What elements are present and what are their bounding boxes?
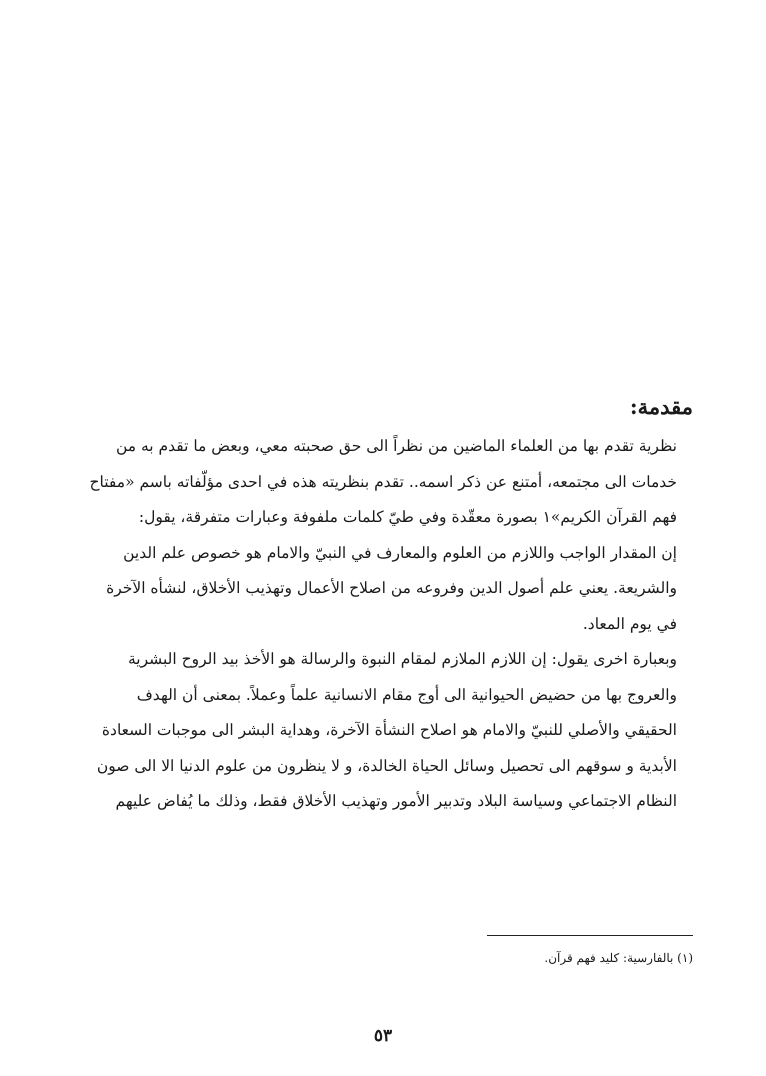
paragraph-3	[75, 642, 693, 820]
paragraph-line: فهم القرآن الكريم»١ بصورة معقّدة وفي طيّ كلمات ملفوفة وعبارات متفرقة، يقول:	[138, 508, 677, 526]
paragraph-line: والشريعة. يعني علم أصول الدين وفروعه من اصلاح الأعمال وتهذيب الأخلاق، لنشأه الآخرة	[106, 579, 677, 597]
paragraph-1	[75, 429, 693, 536]
paragraph-line: الحقيقي والأصلي للنبيّ والامام هو اصلاح النشأة الآخرة، وهداية البشر الى موجبات السعادة	[101, 721, 677, 739]
paragraph-line: الأبدية و سوقهم الى تحصيل وسائل الحياة الخالدة، و لا ينظرون من علوم الدنيا الا الى صون	[96, 756, 677, 775]
paragraph-line: خدمات الى مجتمعه، أمتنع عن ذكر اسمه.. تقدم بنظريته هذه في احدى مؤلّفاته باسم «مفتاح	[89, 472, 677, 491]
paragraph-line: إن المقدار الواجب واللازم من العلوم والمعارف في النبيّ والامام هو خصوص علم الدين	[123, 543, 677, 562]
paragraph-line: النظام الاجتماعي وسياسة البلاد وتدبير الأمور وتهذيب الأخلاق فقط، وذلك ما يُفاض عليهم	[115, 792, 677, 810]
paragraph-line: نظرية تقدم بها من العلماء الماضين من نظراً الى حق صحبته معي، وبعض ما تقدم به من	[115, 437, 677, 455]
footnote: (١) بالفارسية: كليد فهم قرآن.	[544, 951, 693, 965]
page-number: ٥٣	[373, 1026, 393, 1046]
section-heading: مقدمة:	[629, 394, 693, 419]
paragraph-2	[75, 536, 693, 643]
paragraph-line: والعروج بها من حضيض الحيوانية الى أوج مقام الانسانية علماً وعملاً. بمعنى أن الهدف	[136, 685, 677, 704]
main-text-block	[75, 385, 693, 820]
paragraph-line: وبعبارة اخرى يقول: إن اللازم الملازم لمقام النبوة والرسالة هو الأخذ بيد الروح البشرية	[127, 650, 677, 668]
footnote-divider	[487, 935, 693, 936]
paragraph-line: في يوم المعاد.	[582, 614, 677, 633]
